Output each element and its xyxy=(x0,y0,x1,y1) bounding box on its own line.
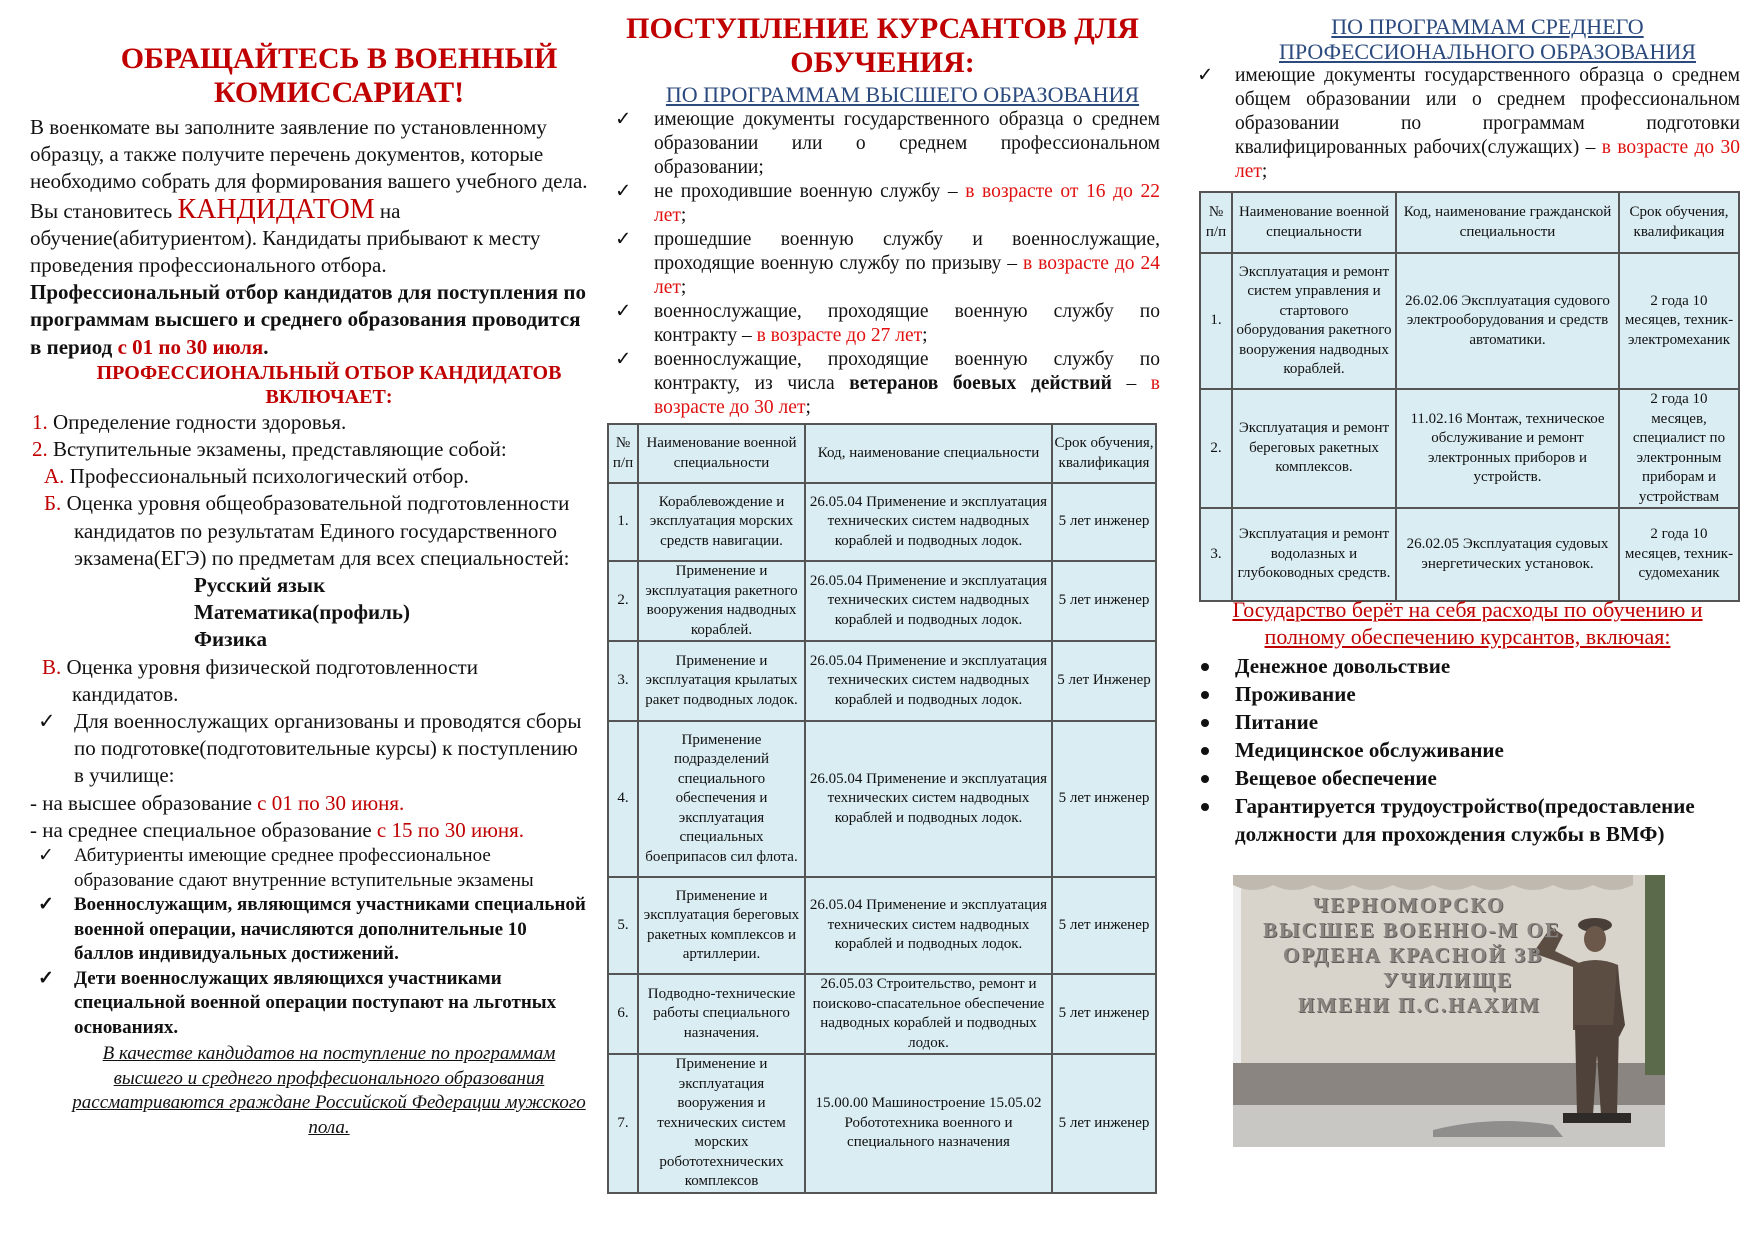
bullet-icon xyxy=(1201,775,1209,783)
eligibility-footnote: В качестве кандидатов на поступление по программам высшего и среднего проффесионального образования рассматриваются граждане Российской Федерации мужского пола. xyxy=(72,1043,586,1138)
cell-number: 4. xyxy=(608,721,638,877)
benefit-text: Денежное довольствие xyxy=(1235,654,1451,678)
cell-duration: 5 лет инженер xyxy=(1052,1054,1156,1193)
checkmark-icon: ✓ xyxy=(38,709,56,734)
table-row xyxy=(1200,253,1739,389)
cell-duration: 5 лет инженер xyxy=(1052,561,1156,641)
cell-military-specialty: Применение подразделений специального обеспечения и эксплуатация специальных боеприпасов сил флота. xyxy=(638,721,805,877)
checkmark-icon: ✓ xyxy=(38,845,54,867)
header-cell: Код, наименование специальности xyxy=(805,424,1052,483)
photo-lettering-line: ОРДЕНА КРАСНОЙ ЗВ xyxy=(1283,943,1544,967)
cell-number: 3. xyxy=(1200,508,1232,601)
middle-column xyxy=(605,12,1160,420)
right-column xyxy=(1195,14,1740,184)
bullet-icon xyxy=(1201,663,1209,671)
period-end: . xyxy=(263,334,269,359)
benefit-item xyxy=(1195,764,1755,792)
note-item xyxy=(30,893,588,967)
header-cell: № п/п xyxy=(608,424,638,483)
cell-number: 6. xyxy=(608,974,638,1054)
requirement-text: не проходившие военную службу – xyxy=(654,181,966,202)
substep-letter: А. xyxy=(44,464,65,489)
photo-lettering-line: ВЫСШЕЕ ВОЕННО-М ОЕ xyxy=(1263,918,1561,942)
requirement-text: военнослужащие, проходящие военную службу по контракту, из числа xyxy=(654,349,1160,394)
requirement-item xyxy=(605,300,1160,348)
table-row xyxy=(1200,508,1739,601)
step-2 xyxy=(30,436,588,463)
photo-lettering xyxy=(1233,893,1665,1018)
substep-c xyxy=(30,654,588,708)
benefit-text: Проживание xyxy=(1235,682,1356,706)
punctuation: ; xyxy=(805,397,811,418)
cell-specialty-code: 26.05.04 Применение и эксплуатация технических систем надводных кораблей и подводных лодок. xyxy=(805,877,1052,974)
cell-military-specialty: Применение и эксплуатация вооружения и технических систем морских робототехнических комплексов xyxy=(638,1054,805,1193)
note-item xyxy=(30,967,588,1041)
checkmark-icon: ✓ xyxy=(615,301,632,322)
requirement-text: имеющие документы государственного образца о среднем образовании или о среднем профессиональном образовании; xyxy=(654,109,1160,178)
punctuation: ; xyxy=(680,277,687,298)
table-row xyxy=(608,483,1156,561)
secondary-education-table xyxy=(1199,191,1740,602)
table-row xyxy=(608,641,1156,721)
header-cell: № п/п xyxy=(1200,192,1232,253)
course-dates: с 15 по 30 июня. xyxy=(376,817,525,842)
table-row xyxy=(608,1054,1156,1193)
step-number: 2. xyxy=(32,437,48,462)
header-cell: Срок обучения, квалификация xyxy=(1619,192,1739,253)
header-cell: Наименование военной специальности xyxy=(1232,192,1396,253)
course-label: - на высшее образование xyxy=(30,790,258,815)
secondary-education-heading: ПО ПРОГРАММАМ СРЕДНЕГО ПРОФЕССИОНАЛЬНОГО ОБРАЗОВАНИЯ xyxy=(1279,14,1696,64)
benefit-text: Медицинское обслуживание xyxy=(1235,738,1504,762)
cell-specialty-code: 26.02.06 Эксплуатация судового электрооборудования и средств автоматики. xyxy=(1396,253,1619,389)
substep-text: Оценка уровня общеобразовательной подготовленности кандидатов по результатам Единого государственного экзамена(ЕГЭ) по предметам для всех специальностей: xyxy=(61,491,570,570)
benefits-list xyxy=(1195,652,1755,848)
note-item xyxy=(30,844,588,893)
course-label: - на среднее специальное образование xyxy=(30,817,377,842)
photo-lettering-line: ЧЕРНОМОРСКО xyxy=(1313,893,1506,917)
course-higher xyxy=(30,790,588,817)
dash: – xyxy=(1111,373,1151,394)
cell-specialty-code: 26.05.04 Применение и эксплуатация технических систем надводных кораблей и подводных лодок. xyxy=(805,483,1052,561)
checkmark-icon: ✓ xyxy=(615,229,632,250)
table-row xyxy=(608,877,1156,974)
checkmark-icon: ✓ xyxy=(615,349,632,370)
table-row xyxy=(608,974,1156,1054)
benefit-item xyxy=(1195,680,1755,708)
age-limit: в возрасте до 30 лет xyxy=(1235,137,1740,182)
cell-military-specialty: Эксплуатация и ремонт водолазных и глубоководных средств. xyxy=(1232,508,1396,601)
intro-paragraph xyxy=(30,114,588,279)
cell-specialty-code: 15.00.00 Машиностроение 15.05.02 Робототехника военного и специального назначения xyxy=(805,1054,1052,1193)
age-limit: в возрасте до 24 лет xyxy=(654,253,1160,298)
benefit-item xyxy=(1195,708,1755,736)
step-number: 1. xyxy=(32,409,48,434)
punctuation: ; xyxy=(1261,161,1268,182)
header-cell: Наименование военной специальности xyxy=(638,424,805,483)
benefit-item xyxy=(1195,652,1755,680)
courses-text: Для военнослужащих организованы и проводятся сборы по подготовке(подготовительные курсы) к поступлению в училище: xyxy=(74,709,582,788)
requirement-item xyxy=(605,180,1160,228)
note-text: Дети военнослужащих являющихся участниками специальной военной операции поступают на льготных основаниях. xyxy=(74,967,557,1038)
cell-duration: 2 года 10 месяцев, техник-судомеханик xyxy=(1619,508,1739,601)
cell-specialty-code: 26.05.04 Применение и эксплуатация технических систем надводных кораблей и подводных лодок. xyxy=(805,721,1052,877)
header-cell: Срок обучения, квалификация xyxy=(1052,424,1156,483)
cell-duration: 5 лет инженер xyxy=(1052,721,1156,877)
cell-number: 5. xyxy=(608,877,638,974)
bullet-icon xyxy=(1201,719,1209,727)
requirement-item xyxy=(605,228,1160,300)
age-limit: в возрасте от 16 до 22 лет xyxy=(654,181,1160,226)
cell-military-specialty: Применение и эксплуатация ракетного вооружения надводных кораблей. xyxy=(638,561,805,641)
intro-text-1: В военкомате вы заполните заявление по установленному образцу, а также получите перечень документов, которые необходимо собрать для формирования вашего учебного дела. Вы становитесь xyxy=(30,115,588,223)
requirement-item xyxy=(1195,64,1740,184)
cell-military-specialty: Применение и эксплуатация береговых ракетных комплексов и артиллерии. xyxy=(638,877,805,974)
period-dates: с 01 по 30 июля xyxy=(117,334,264,359)
step-text: Определение годности здоровья. xyxy=(47,409,347,434)
table-row xyxy=(608,561,1156,641)
benefit-text: Вещевое обеспечение xyxy=(1235,766,1437,790)
table-header-row xyxy=(1200,192,1739,253)
selection-period xyxy=(30,279,588,361)
table-header-row xyxy=(608,424,1156,483)
left-title: ОБРАЩАЙТЕСЬ В ВОЕННЫЙ КОМИССАРИАТ! xyxy=(120,42,558,109)
table-row xyxy=(1200,389,1739,508)
middle-title: ПОСТУПЛЕНИЕ КУРСАНТОВ ДЛЯ ОБУЧЕНИЯ: xyxy=(626,12,1139,79)
note-text: Абитуриенты имеющие среднее профессиональное образование сдают внутренние вступительные экзамены xyxy=(74,845,534,891)
photo-lettering-line: УЧИЛИЩЕ xyxy=(1383,968,1514,992)
substep-a xyxy=(30,463,588,490)
requirement-item xyxy=(605,108,1160,180)
step-text: Вступительные экзамены, представляющие собой: xyxy=(47,437,507,462)
checkmark-icon: ✓ xyxy=(615,181,632,202)
selection-title: ПРОФЕССИОНАЛЬНЫЙ ОТБОР КАНДИДАТОВ ВКЛЮЧАЕТ: xyxy=(96,361,562,408)
cell-military-specialty: Эксплуатация и ремонт береговых ракетных комплексов. xyxy=(1232,389,1396,508)
cell-military-specialty: Кораблевождение и эксплуатация морских средств навигации. xyxy=(638,483,805,561)
bullet-icon xyxy=(1201,747,1209,755)
cell-number: 3. xyxy=(608,641,638,721)
courses-item xyxy=(30,708,588,790)
table-row xyxy=(608,721,1156,877)
cell-specialty-code: 11.02.16 Монтаж, техническое обслуживание и ремонт электронных приборов и устройств. xyxy=(1396,389,1619,508)
left-column xyxy=(30,42,588,1140)
substep-letter: В. xyxy=(42,654,62,679)
cell-duration: 2 года 10 месяцев, специалист по электронным приборам и устройствам xyxy=(1619,389,1739,508)
higher-education-heading: ПО ПРОГРАММАМ ВЫСШЕГО ОБРАЗОВАНИЯ xyxy=(665,82,1140,107)
substep-text: Профессиональный психологический отбор. xyxy=(64,464,469,489)
age-limit: в возрасте до 27 лет xyxy=(756,325,923,346)
cell-specialty-code: 26.05.03 Строительство, ремонт и поисково-спасательное обеспечение надводных кораблей и подводных лодок. xyxy=(805,974,1052,1054)
requirements-list xyxy=(605,108,1160,420)
bullet-icon xyxy=(1201,691,1209,699)
checkmark-icon: ✓ xyxy=(38,894,54,916)
requirement-text: имеющие документы государственного образца о среднем общем образовании или о среднем профессиональном образовании по программам подготовки квалифицированных рабочих(служащих) – xyxy=(1235,65,1740,158)
step-1 xyxy=(30,409,588,436)
punctuation: ; xyxy=(680,205,687,226)
substep-letter: Б. xyxy=(44,491,62,516)
cell-duration: 2 года 10 месяцев, техник-электромеханик xyxy=(1619,253,1739,389)
header-cell: Код, наименование гражданской специальности xyxy=(1396,192,1619,253)
course-secondary xyxy=(30,817,588,844)
veterans-text: ветеранов боевых действий xyxy=(849,373,1112,394)
cell-duration: 5 лет инженер xyxy=(1052,483,1156,561)
candidate-word: КАНДИДАТОМ xyxy=(177,193,375,225)
benefit-text: Гарантируется трудоустройство(предоставление должности для прохождения службы в ВМФ) xyxy=(1235,794,1695,846)
benefit-item xyxy=(1195,736,1755,764)
subject: Математика(профиль) xyxy=(194,600,411,625)
photo-lettering-line: ИМЕНИ П.С.НАХИМ xyxy=(1298,993,1541,1017)
cell-number: 1. xyxy=(608,483,638,561)
cell-military-specialty: Применение и эксплуатация крылатых ракет подводных лодок. xyxy=(638,641,805,721)
requirement-item xyxy=(605,348,1160,420)
intro-text-2: на обучение(абитуриентом). Кандидаты прибывают к месту проведения профессионального отбора. xyxy=(30,198,541,278)
subject: Физика xyxy=(194,627,267,652)
cell-military-specialty: Эксплуатация и ремонт систем управления и стартового оборудования ракетного вооружения надводных кораблей. xyxy=(1232,253,1396,389)
note-text: Военнослужащим, являющимся участниками специальной военной операции, начисляются дополнительные 10 баллов индивидуальных достижений. xyxy=(74,894,586,965)
period-text: Профессиональный отбор кандидатов для поступления по программам высшего и среднего образования проводится в период xyxy=(30,280,586,359)
cell-specialty-code: 26.05.04 Применение и эксплуатация технических систем надводных кораблей и подводных лодок. xyxy=(805,641,1052,721)
substep-text: Оценка уровня физической подготовленности кандидатов. xyxy=(61,654,478,706)
bullet-icon xyxy=(1201,803,1209,811)
checkmark-icon: ✓ xyxy=(615,109,632,130)
checkmark-icon: ✓ xyxy=(38,967,54,989)
cell-duration: 5 лет инженер xyxy=(1052,974,1156,1054)
cell-military-specialty: Подводно-технические работы специального назначения. xyxy=(638,974,805,1054)
requirement-text: военнослужащие, проходящие военную службу по контракту – xyxy=(654,301,1160,346)
benefit-text: Питание xyxy=(1235,710,1319,734)
cell-number: 7. xyxy=(608,1054,638,1193)
benefit-item xyxy=(1195,792,1755,848)
school-monument-photo xyxy=(1233,875,1665,1147)
cell-duration: 5 лет Инженер xyxy=(1052,641,1156,721)
state-support-heading: Государство берёт на себя расходы по обучению и полному обеспечению курсантов, включая: xyxy=(1232,597,1703,649)
punctuation: ; xyxy=(922,325,928,346)
subject: Русский язык xyxy=(194,573,326,598)
requirement-text: прошедшие военную службу и военнослужащие, проходящие военную службу по призыву – xyxy=(654,229,1160,274)
checkmark-icon: ✓ xyxy=(1197,65,1214,86)
cell-specialty-code: 26.02.05 Эксплуатация судовых энергетических установок. xyxy=(1396,508,1619,601)
age-limit: в возрасте до 30 лет xyxy=(654,373,1160,418)
requirements-list xyxy=(1195,64,1740,184)
cell-duration: 5 лет инженер xyxy=(1052,877,1156,974)
course-dates: с 01 по 30 июня. xyxy=(257,790,405,815)
substep-b xyxy=(30,490,588,572)
cell-specialty-code: 26.05.04 Применение и эксплуатация технических систем надводных кораблей и подводных лодок. xyxy=(805,561,1052,641)
higher-education-table xyxy=(607,423,1157,1194)
cell-number: 2. xyxy=(608,561,638,641)
cell-number: 2. xyxy=(1200,389,1232,508)
cell-number: 1. xyxy=(1200,253,1232,389)
